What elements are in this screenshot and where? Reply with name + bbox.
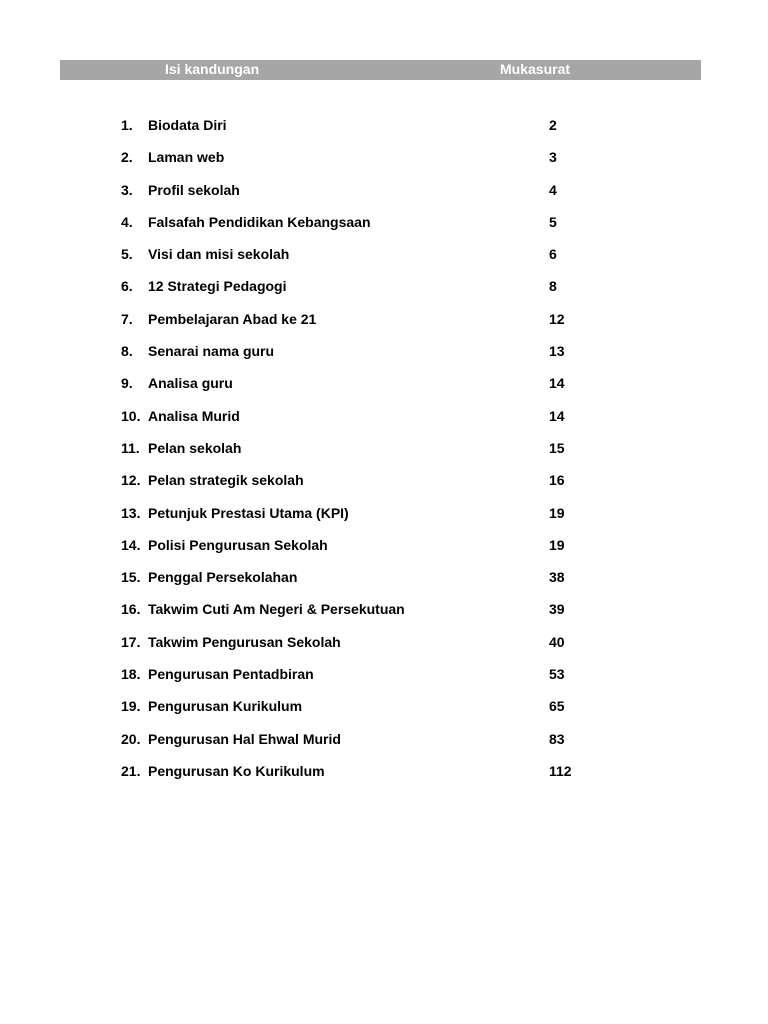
toc-entry-title: Analisa guru xyxy=(148,375,233,392)
toc-entry xyxy=(0,533,768,565)
toc-entry-title: Polisi Pengurusan Sekolah xyxy=(148,536,328,553)
toc-entry-page: 6 xyxy=(549,246,557,263)
toc-entry-title: Biodata Diri xyxy=(148,117,227,133)
toc-entry xyxy=(0,597,768,629)
toc-entry-number: 3. xyxy=(121,181,133,198)
toc-entry-title: Laman web xyxy=(148,149,225,166)
toc-entry-title: Takwim Pengurusan Sekolah xyxy=(148,633,341,650)
toc-entry-title: Pelan sekolah xyxy=(148,439,242,456)
toc-entry-page: 83 xyxy=(549,730,565,747)
toc-entry-title: Pengurusan Ko Kurikulum xyxy=(148,762,325,779)
toc-entry-number: 13. xyxy=(121,504,141,521)
toc-entry-title: Pengurusan Kurikulum xyxy=(148,698,303,715)
toc-entry-title: Senarai nama guru xyxy=(148,343,275,360)
toc-entry-title: Analisa Murid xyxy=(148,407,240,424)
toc-entry-number: 8. xyxy=(121,343,133,360)
toc-entry-number: 11. xyxy=(121,439,140,456)
toc-entry xyxy=(0,565,768,597)
toc-entry-number: 1. xyxy=(121,117,133,133)
toc-entry xyxy=(0,274,768,306)
toc-entry-title: 12 Strategi Pedagogi xyxy=(148,278,287,295)
toc-entry-page: 12 xyxy=(549,310,565,327)
toc-entry xyxy=(0,178,768,210)
toc-entry-page: 19 xyxy=(549,504,565,521)
toc-entry-title: Profil sekolah xyxy=(148,181,240,198)
toc-entry-page: 53 xyxy=(549,666,565,683)
toc-entry-number: 5. xyxy=(121,246,133,263)
toc-entry-page: 16 xyxy=(549,472,565,489)
toc-entry-number: 21. xyxy=(121,762,141,779)
toc-entry-number: 4. xyxy=(121,213,133,230)
toc-entry-number: 12. xyxy=(121,472,141,489)
toc-entry-page: 5 xyxy=(549,213,557,230)
toc-entry xyxy=(0,759,768,791)
toc-entry-title: Pembelajaran Abad ke 21 xyxy=(148,310,317,327)
toc-entry-title: Petunjuk Prestasi Utama (KPI) xyxy=(148,504,349,521)
toc-entry-title: Penggal Persekolahan xyxy=(148,569,298,586)
toc-entry-number: 20. xyxy=(121,730,141,747)
toc-entry-title: Takwim Cuti Am Negeri & Persekutuan xyxy=(148,601,405,618)
toc-entry-title: Pelan strategik sekolah xyxy=(148,472,304,489)
toc-entry xyxy=(0,371,768,403)
toc-entry xyxy=(0,468,768,500)
toc-entry-title: Falsafah Pendidikan Kebangsaan xyxy=(148,213,371,230)
toc-entry-title: Visi dan misi sekolah xyxy=(148,246,290,263)
toc-entry-title: Pengurusan Hal Ehwal Murid xyxy=(148,730,341,747)
toc-entry-number: 7. xyxy=(121,310,133,327)
toc-entry xyxy=(0,662,768,694)
toc-entry-page: 112 xyxy=(549,762,572,779)
toc-entry-page: 3 xyxy=(549,149,557,166)
toc-entry-number: 18. xyxy=(121,666,141,683)
toc-entry-number: 19. xyxy=(121,698,141,715)
toc-entry-number: 9. xyxy=(121,375,133,392)
toc-entry xyxy=(0,727,768,759)
toc-entry-page: 14 xyxy=(549,375,565,392)
toc-entry-number: 15. xyxy=(121,569,141,586)
toc-entry xyxy=(0,339,768,371)
toc-entry-page: 40 xyxy=(549,633,565,650)
page-column-heading: Mukasurat xyxy=(500,61,571,77)
toc-entry-page: 38 xyxy=(549,569,565,586)
toc-entry-title: Pengurusan Pentadbiran xyxy=(148,666,314,683)
toc-entry-number: 16. xyxy=(121,601,141,618)
toc-entry xyxy=(0,694,768,726)
toc-entry xyxy=(0,630,768,662)
toc-entry-page: 65 xyxy=(549,698,565,715)
toc-entry-page: 2 xyxy=(549,117,557,133)
toc-entry xyxy=(0,307,768,339)
toc-entry-number: 6. xyxy=(121,278,133,295)
toc-entry-number: 10. xyxy=(121,407,141,424)
toc-entry-page: 4 xyxy=(549,181,557,198)
toc-entry-number: 17. xyxy=(121,633,141,650)
toc-entry xyxy=(0,113,768,145)
toc-entry-page: 8 xyxy=(549,278,557,295)
toc-entry xyxy=(0,242,768,274)
toc-entry-page: 13 xyxy=(549,343,565,360)
toc-entry xyxy=(0,436,768,468)
toc-entry-page: 14 xyxy=(549,407,565,424)
toc-entry-page: 19 xyxy=(549,536,565,553)
toc-heading: Isi kandungan xyxy=(165,61,260,77)
toc-entry xyxy=(0,210,768,242)
toc-entry-number: 14. xyxy=(121,536,141,553)
toc-list xyxy=(0,113,768,791)
toc-entry xyxy=(0,404,768,436)
toc-entry-number: 2. xyxy=(121,149,133,166)
toc-header-bar xyxy=(60,60,701,80)
toc-entry-page: 39 xyxy=(549,601,565,618)
toc-entry-page: 15 xyxy=(549,439,565,456)
toc-entry xyxy=(0,145,768,177)
toc-entry xyxy=(0,501,768,533)
